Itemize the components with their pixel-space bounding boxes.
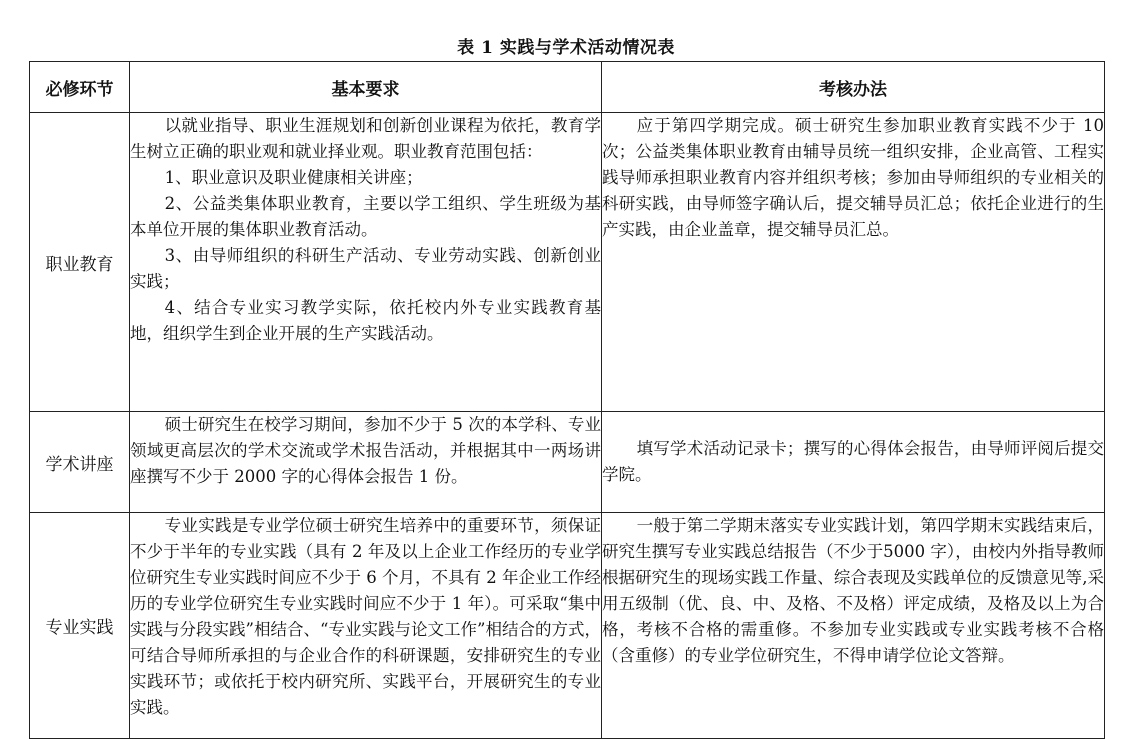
assessment-paragraph: 一般于第二学期末落实专业实践计划，第四学期末实践结束后，研究生撰写专业实践总结报告（不少于5000 字），由校内外指导教师根据研究生的现场实践工作量、综合表现及实践单位的反馈意见等,采用五级制（优、良、中、及格、不及格）评定成绩，及格及以上为合格，考核不合格的需重修。不参加专业实践或专业实践考核不合格（含重修）的专业学位研究生，不得申请学位论文答辩。 <box>602 516 1104 665</box>
requirement-paragraph: 专业实践是专业学位硕士研究生培养中的重要环节，须保证不少于半年的专业实践（具有 2 年及以上企业工作经历的专业学位研究生专业实践时间应不少于 6 个月，不具有 2 年企业工作经历的专业学位研究生专业实践时间应不少于 1 年）。可采取“集中实践与分段实践”相结合、“专业实践与论文工作”相结合的方式，可结合导师所承担的与企业合作的科研课题，安排研究生的专业实践环节；或依托于校内研究所、实践平台，开展研究生的专业实践。 <box>130 516 601 717</box>
assessment-paragraph: 填写学术活动记录卡；撰写的心得体会报告，由导师评阅后提交学院。 <box>602 439 1104 484</box>
requirements-cell <box>130 113 602 412</box>
assessment-paragraph: 应于第四学期完成。硕士研究生参加职业教育实践不少于 10 次；公益类集体职业教育由辅导员统一组织安排，企业高管、工程实践导师承担职业教育内容并组织考核；参加由导师组织的专业相关的科研实践，由导师签字确认后，提交辅导员汇总；依托企业进行的生产实践，由企业盖章，提交辅导员汇总。 <box>602 116 1104 239</box>
requirements-cell <box>130 412 602 513</box>
header-required-section: 必修环节 <box>30 62 130 113</box>
requirement-item: 3、由导师组织的科研生产活动、专业劳动实践、创新创业实践； <box>130 246 601 291</box>
requirement-paragraph: 硕士研究生在校学习期间，参加不少于 5 次的本学科、专业领域更高层次的学术交流或学术报告活动，并根据其中一两场讲座撰写不少于 2000 字的心得体会报告 1 份。 <box>130 415 601 486</box>
table-caption: 表 1 实践与学术活动情况表 <box>457 38 675 58</box>
requirement-item: 4、结合专业实习教学实际，依托校内外专业实践教育基地，组织学生到企业开展的生产实践活动。 <box>130 298 601 343</box>
assessment-cell <box>602 513 1105 739</box>
section-label: 专业实践 <box>30 513 130 739</box>
table-row <box>30 113 1105 412</box>
section-label: 学术讲座 <box>30 412 130 513</box>
requirement-item: 1、职业意识及职业健康相关讲座； <box>164 168 423 187</box>
practice-activities-table <box>29 61 1105 739</box>
table-row <box>30 412 1105 513</box>
table-header-row <box>30 62 1105 113</box>
header-basic-requirements: 基本要求 <box>130 62 602 113</box>
requirement-item: 2、公益类集体职业教育，主要以学工组织、学生班级为基本单位开展的集体职业教育活动。 <box>130 194 601 239</box>
header-assessment-method: 考核办法 <box>602 62 1105 113</box>
requirements-cell <box>130 513 602 739</box>
section-label: 职业教育 <box>30 113 130 412</box>
assessment-cell <box>602 113 1105 412</box>
requirement-paragraph: 以就业指导、职业生涯规划和创新创业课程为依托，教育学生树立正确的职业观和就业择业观。职业教育范围包括： <box>130 116 601 161</box>
assessment-cell <box>602 412 1105 513</box>
table-row <box>30 513 1105 739</box>
